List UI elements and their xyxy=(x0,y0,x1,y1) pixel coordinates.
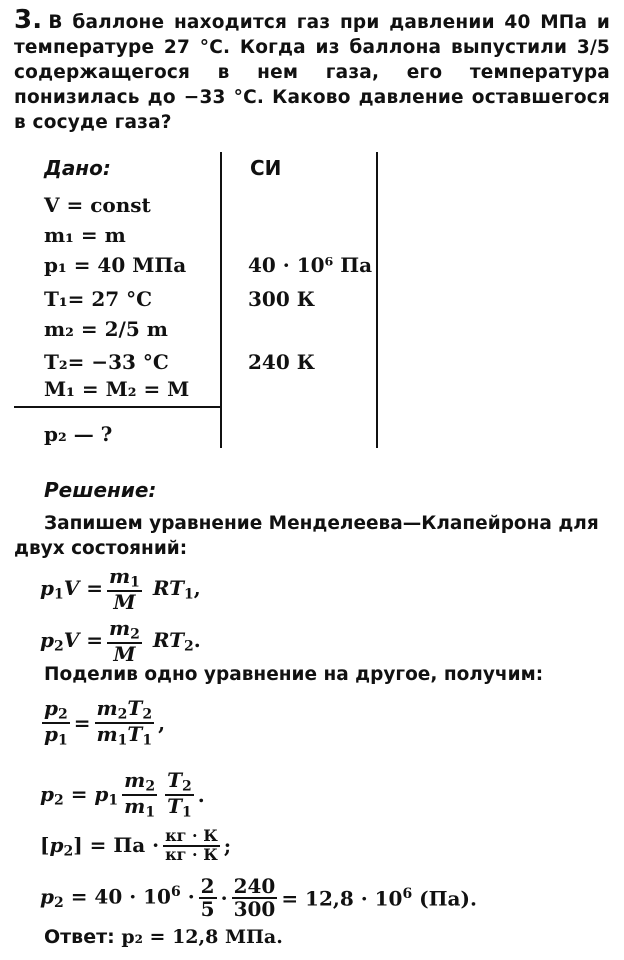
equation-state-1: $p_1V$ = $\frac{m_1}{M}$ $RT_1$, xyxy=(40,564,201,615)
si-divider-line xyxy=(376,152,378,448)
solution-header: Решение: xyxy=(44,478,157,502)
find-p2: p₂ — ? xyxy=(44,422,113,446)
answer-label: Ответ: xyxy=(44,926,115,948)
solution-intro: Запишем уравнение Менделеева—Клапейрона для двух состояний: xyxy=(14,513,599,559)
given-molar-mass: M₁ = M₂ = M xyxy=(44,377,190,401)
problem-number: 3. xyxy=(14,5,43,35)
given-t2: T₂= −33 °С xyxy=(44,350,169,374)
answer xyxy=(44,926,283,948)
equation-units: $[p_2]$ = Па · $\frac{кг \cdot К}{кг \cdot К}$ ; xyxy=(40,826,232,864)
equation-p2: $p_2 = p_1$ $\frac{m_2}{m_1}$ $\frac{T_2}{T_1}$ . xyxy=(40,768,205,821)
given-t1: T₁= 27 °С xyxy=(44,287,153,311)
given-p1: p₁ = 40 МПа xyxy=(44,253,187,277)
given-volume: V = const xyxy=(44,193,151,217)
si-t1: 300 К xyxy=(248,287,315,311)
problem-statement xyxy=(14,5,610,135)
equation-state-2: $p_2V$ = $\frac{m_2}{M}$ $RT_2$. xyxy=(40,616,201,667)
equation-ratio: $\frac{p_2}{p_1}$ = $\frac{m_2T_2}{m_1T_1}$ , xyxy=(44,696,166,749)
given-find-separator xyxy=(14,406,221,408)
given-m1: m₁ = m xyxy=(44,223,126,247)
given-header: Дано: xyxy=(44,156,111,180)
problem-text: В баллоне находится газ при давлении 40 МПа и температуре 27 °С. Когда из баллона выпустили 3/5 содержащегося в нем газа, его температура понизилась до −33 °С. Каково давление оставшегося в сосуде газа? xyxy=(14,12,610,133)
si-p1: 40 · 10⁶ Па xyxy=(248,253,373,277)
equation-numeric: $p_2 = 40 \cdot 10^6$ · $\frac{2}{5}$ · $\frac{240}{300}$ = $12,8 \cdot 10^6$ (Па). xyxy=(40,874,477,921)
given-m2: m₂ = 2/5 m xyxy=(44,317,168,341)
si-t2: 240 К xyxy=(248,350,315,374)
given-divider-line xyxy=(220,152,222,448)
answer-value: p₂ = 12,8 МПа. xyxy=(121,926,283,948)
si-header: СИ xyxy=(250,156,282,180)
divide-text: Поделив одно уравнение на другое, получим: xyxy=(44,664,544,685)
